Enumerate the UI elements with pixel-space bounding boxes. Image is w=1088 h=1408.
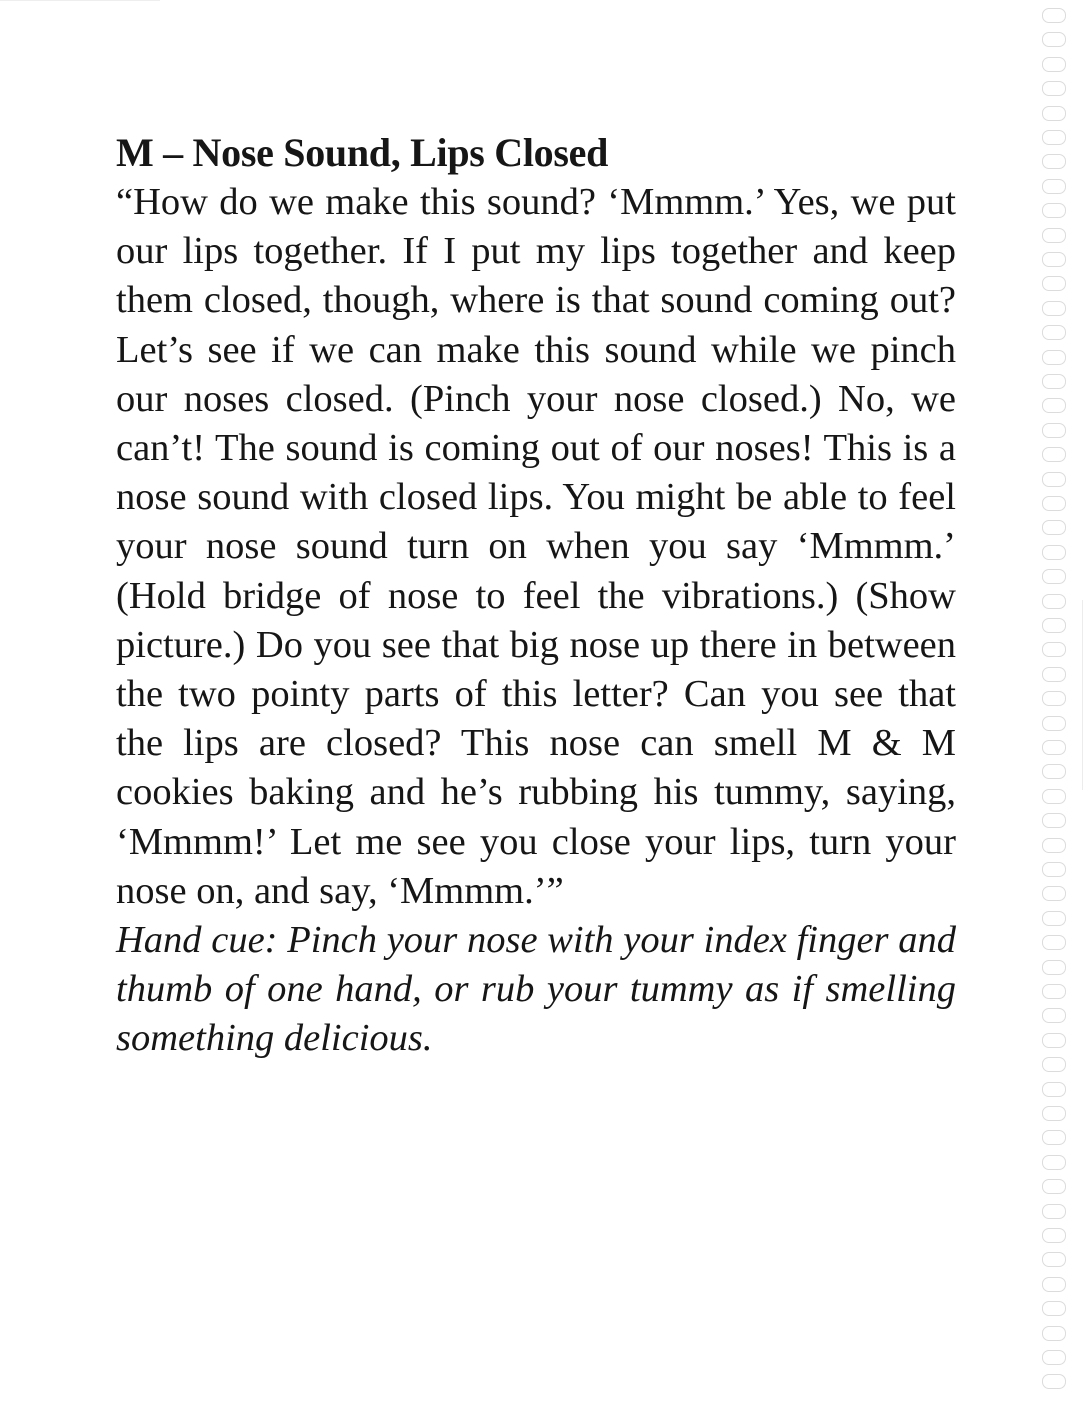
binding-hole xyxy=(1042,32,1066,47)
binding-hole xyxy=(1042,1130,1066,1145)
binding-hole xyxy=(1042,935,1066,950)
page-content xyxy=(116,128,956,1064)
binding-hole xyxy=(1042,325,1066,340)
binding-hole xyxy=(1042,618,1066,633)
binding-hole xyxy=(1042,1326,1066,1341)
binding-hole xyxy=(1042,8,1066,23)
scan-edge-mark xyxy=(0,0,160,1)
binding-hole xyxy=(1042,374,1066,389)
spiral-binding-holes xyxy=(1042,8,1068,1400)
binding-hole xyxy=(1042,496,1066,511)
binding-hole xyxy=(1042,1057,1066,1072)
binding-hole xyxy=(1042,740,1066,755)
binding-hole xyxy=(1042,1179,1066,1194)
binding-hole xyxy=(1042,813,1066,828)
section-heading: M – Nose Sound, Lips Closed xyxy=(116,130,609,175)
binding-hole xyxy=(1042,1301,1066,1316)
binding-hole xyxy=(1042,228,1066,243)
binding-hole xyxy=(1042,960,1066,975)
binding-hole xyxy=(1042,203,1066,218)
binding-hole xyxy=(1042,81,1066,96)
binding-hole xyxy=(1042,862,1066,877)
binding-hole xyxy=(1042,520,1066,535)
binding-hole xyxy=(1042,1155,1066,1170)
binding-hole xyxy=(1042,447,1066,462)
binding-hole xyxy=(1042,984,1066,999)
binding-hole xyxy=(1042,1082,1066,1097)
binding-hole xyxy=(1042,1228,1066,1243)
binding-hole xyxy=(1042,716,1066,731)
binding-hole xyxy=(1042,154,1066,169)
binding-hole xyxy=(1042,1204,1066,1219)
binding-hole xyxy=(1042,1252,1066,1267)
binding-hole xyxy=(1042,911,1066,926)
binding-hole xyxy=(1042,106,1066,121)
binding-hole xyxy=(1042,642,1066,657)
binding-hole xyxy=(1042,1008,1066,1023)
binding-hole xyxy=(1042,423,1066,438)
binding-hole xyxy=(1042,57,1066,72)
binding-hole xyxy=(1042,179,1066,194)
body-paragraph: “How do we make this sound? ‘Mmmm.’ Yes, we put our lips together. If I put my lips together and keep them closed, though, where is that sound coming out? Let’s see if we can make this sound while we pinch our noses closed. (Pinch your nose closed.) No, we can’t! The sound is coming out of our noses! This is a nose sound with closed lips. You might be able to feel your nose sound turn on when you say ‘Mmmm.’ (Hold bridge of nose to feel the vibrations.) (Show picture.) Do you see that big nose up there in between the two pointy parts of this letter? Can you see that the lips are closed? This nose can smell M & M cookies baking and he’s rubbing his tummy, saying, ‘Mmmm!’ Let me see you close your lips, turn your nose on, and say, ‘Mmmm.’” xyxy=(116,181,956,912)
binding-hole xyxy=(1042,545,1066,560)
binding-hole xyxy=(1042,276,1066,291)
binding-hole xyxy=(1042,1106,1066,1121)
binding-hole xyxy=(1042,789,1066,804)
binding-hole xyxy=(1042,764,1066,779)
binding-hole xyxy=(1042,1277,1066,1292)
binding-hole xyxy=(1042,594,1066,609)
binding-hole xyxy=(1042,301,1066,316)
binding-hole xyxy=(1042,1350,1066,1365)
page-edge-line xyxy=(1082,600,1083,790)
binding-hole xyxy=(1042,130,1066,145)
binding-hole xyxy=(1042,1033,1066,1048)
binding-hole xyxy=(1042,569,1066,584)
binding-hole xyxy=(1042,252,1066,267)
binding-hole xyxy=(1042,472,1066,487)
binding-hole xyxy=(1042,350,1066,365)
binding-hole xyxy=(1042,838,1066,853)
binding-hole xyxy=(1042,398,1066,413)
binding-hole xyxy=(1042,691,1066,706)
binding-hole xyxy=(1042,667,1066,682)
binding-hole xyxy=(1042,886,1066,901)
hand-cue-text: Hand cue: Pinch your nose with your index finger and thumb of one hand, or rub your tummy as if smelling something delicious. xyxy=(116,919,956,1060)
binding-hole xyxy=(1042,1374,1066,1389)
